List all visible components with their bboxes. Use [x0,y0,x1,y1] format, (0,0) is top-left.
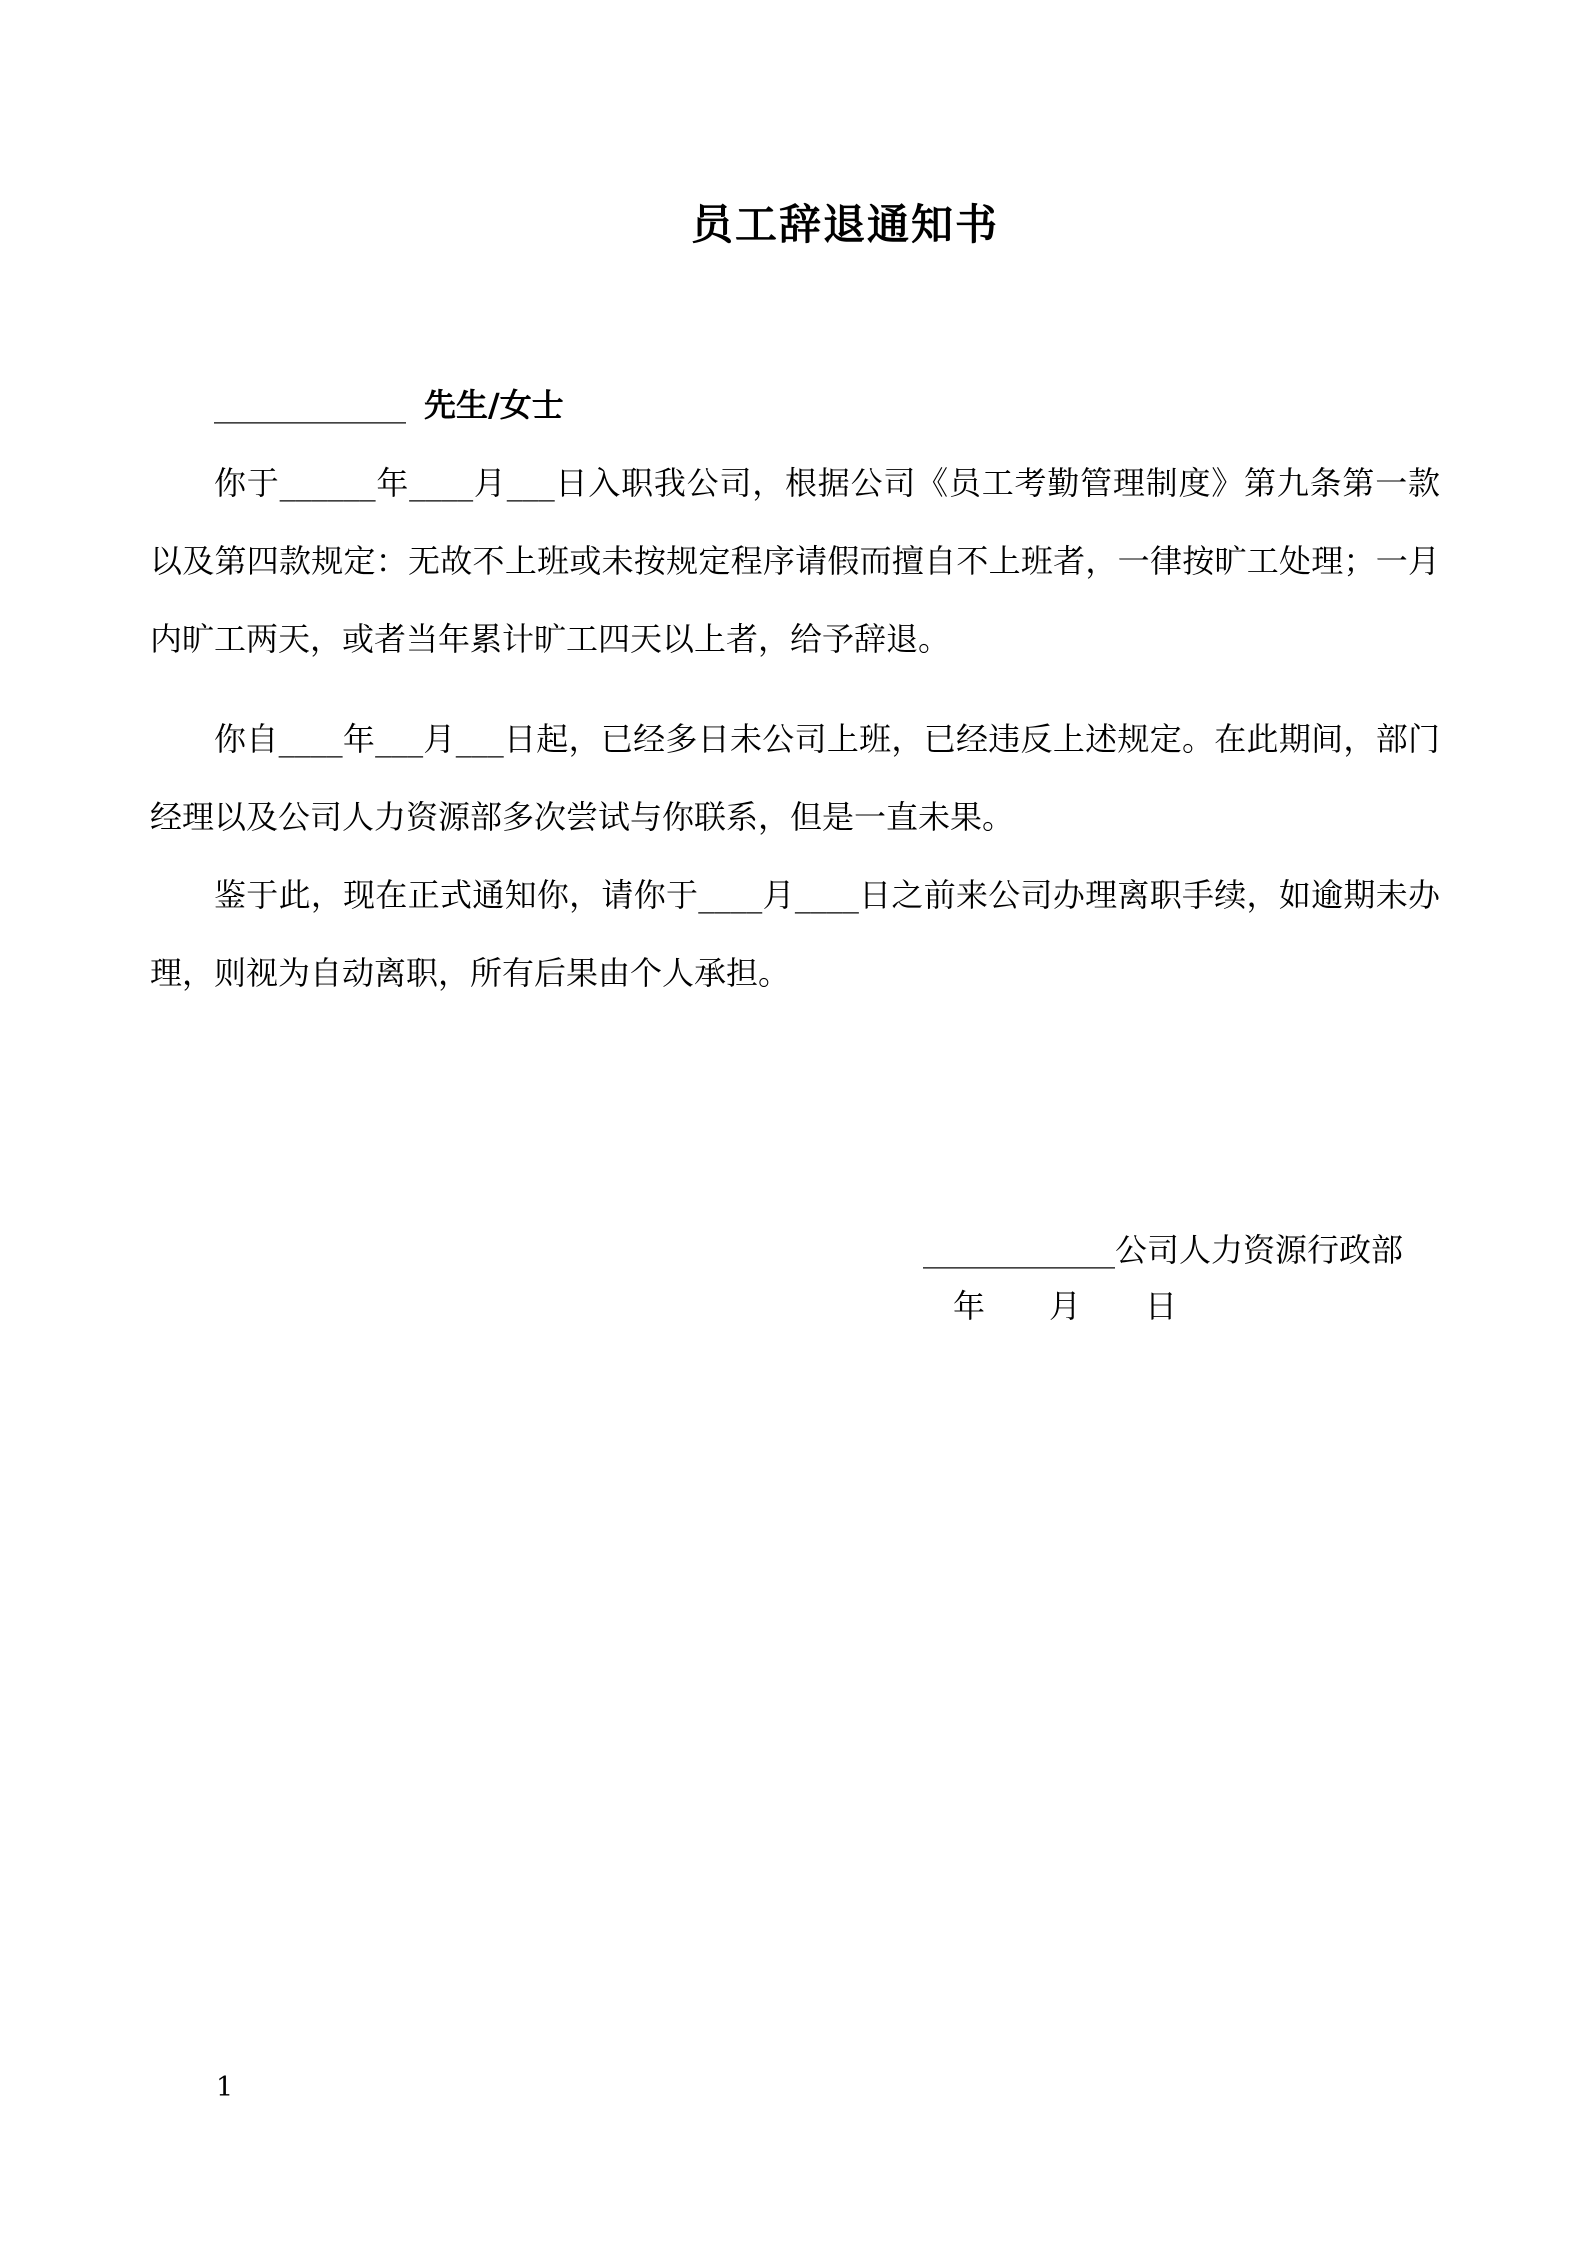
signature-block [150,1222,1440,1334]
signature-blank-line: ____________ [922,1231,1115,1269]
document-title: 员工辞退通知书 [690,200,999,249]
salutation-name-label: 先生/女士 [424,386,564,424]
signature-date-line: 年 月 日 [952,1287,1177,1325]
salutation-line [150,366,1440,444]
body-paragraph-1: 你于______年____月___日入职我公司，根据公司《员工考勤管理制度》第九条第一款以及第四款规定：无故不上班或未按规定程序请假而擅自不上班者，一律按旷工处理；一月内旷工两天，或者当年累计旷工四天以上者，给予辞退。 [150,464,1440,658]
salutation-blank-line: ____________ [214,386,406,424]
signature-line [150,1222,1440,1278]
document-content [150,0,1440,1334]
body-paragraph-3: 鉴于此，现在正式通知你，请你于____月____日之前来公司办理离职手续，如逾期未办理，则视为自动离职，所有后果由个人承担。 [150,876,1440,992]
page-number: 1 [216,2072,234,2103]
body-paragraph-2: 你自____年___月___日起，已经多日未公司上班，已经违反上述规定。在此期间，部门经理以及公司人力资源部多次尝试与你联系，但是一直未果。 [150,720,1440,836]
signature-department: 公司人力资源行政部 [1114,1231,1403,1269]
